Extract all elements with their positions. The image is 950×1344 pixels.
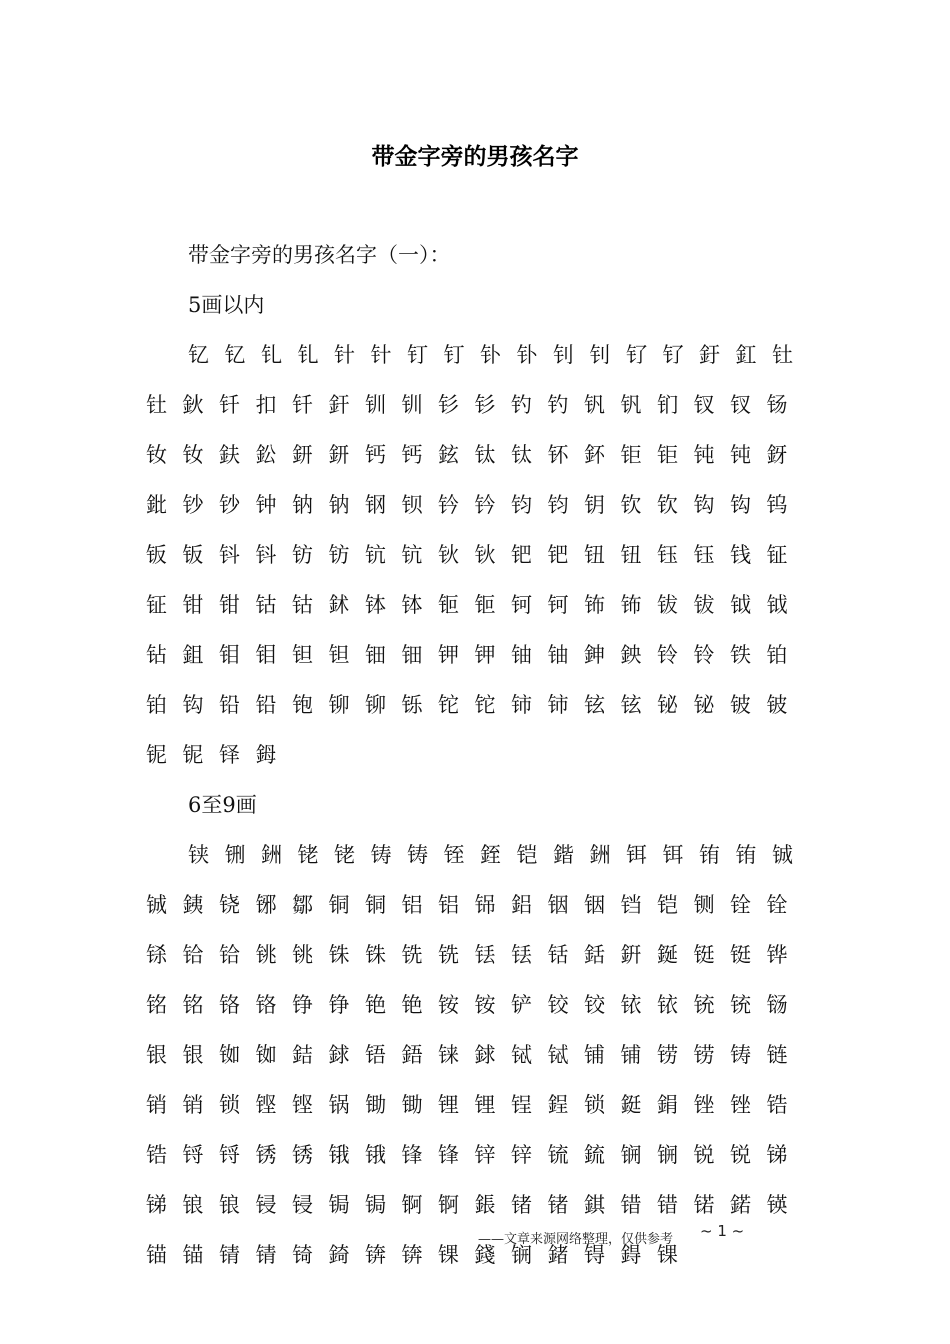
footer-source-note: ——文章来源网络整理，仅供参考: [478, 1232, 674, 1247]
section1-character-list: 钇钇钆钆针针钉钉钋钋钊钊钌钌釪釭钍钍鈥钎扣钎釬钏钏钐钐钓钓钒钒钔钗钗钖钕钕鈇鈆鈃鈃钙钙鉉钛钛钚鈈钜钜钝钝釾鈚钞钞钟钠钠钢钡钤钤钧钧钥钦钦钩钩钨钣钣钭钭钫钫钪钪钬钬钯钯钮钮钰钰钱钲钲钳钳钴钴鉥钵钵钷钷钶钶钸钸钹钹钺钺钻鉏钼钼钽钽钿钿钾钾铀铀鉮鉠铃铃铁铂铂钩铅铅铇铆铆铄铊铊铈铈铉铉铋铋铍铍铌铌铎鉧: [146, 343, 809, 767]
section2-character-list: 铗铏銂铑铑铸铸铚銍铠鍇銂铒铒铕铕铖铖銕铙铘鄒铜铜铝铝铞鋁铟铟铛铠铡铨铨铩铪铪铫铫铢铢铣铣铥铥铦銛銒鋋铤铤铧铭铭铬铬铮铮铯铯铵铵铲铰铰铱铱铳铳铴银银铷铷銡銶铻鋙铼銶铽铽铺铺铹铹铸链销销锁铿铿锅锄锄锂锂锃鋥锁鋌鋗锉锉锆锆锊锊锈锈锇锇锋锋锌锌锍鋶锎锎锐锐锑锑锒锒锓锓锔锔锕锕鋹锗锗錤错错锘鍩锳锚锚锖锖锜錡锛锛锞錢锎鍺锝鍀锞: [146, 843, 809, 1267]
section1-heading: 5画以内: [188, 293, 265, 317]
section2-heading: 6至9画: [188, 793, 257, 817]
document-body: [146, 230, 814, 1280]
page-title: 带金字旁的男孩名字: [371, 144, 579, 170]
page-number: ~ 1 ~: [700, 1222, 745, 1240]
intro-paragraph: 带金字旁的男孩名字（一）：: [188, 243, 451, 267]
